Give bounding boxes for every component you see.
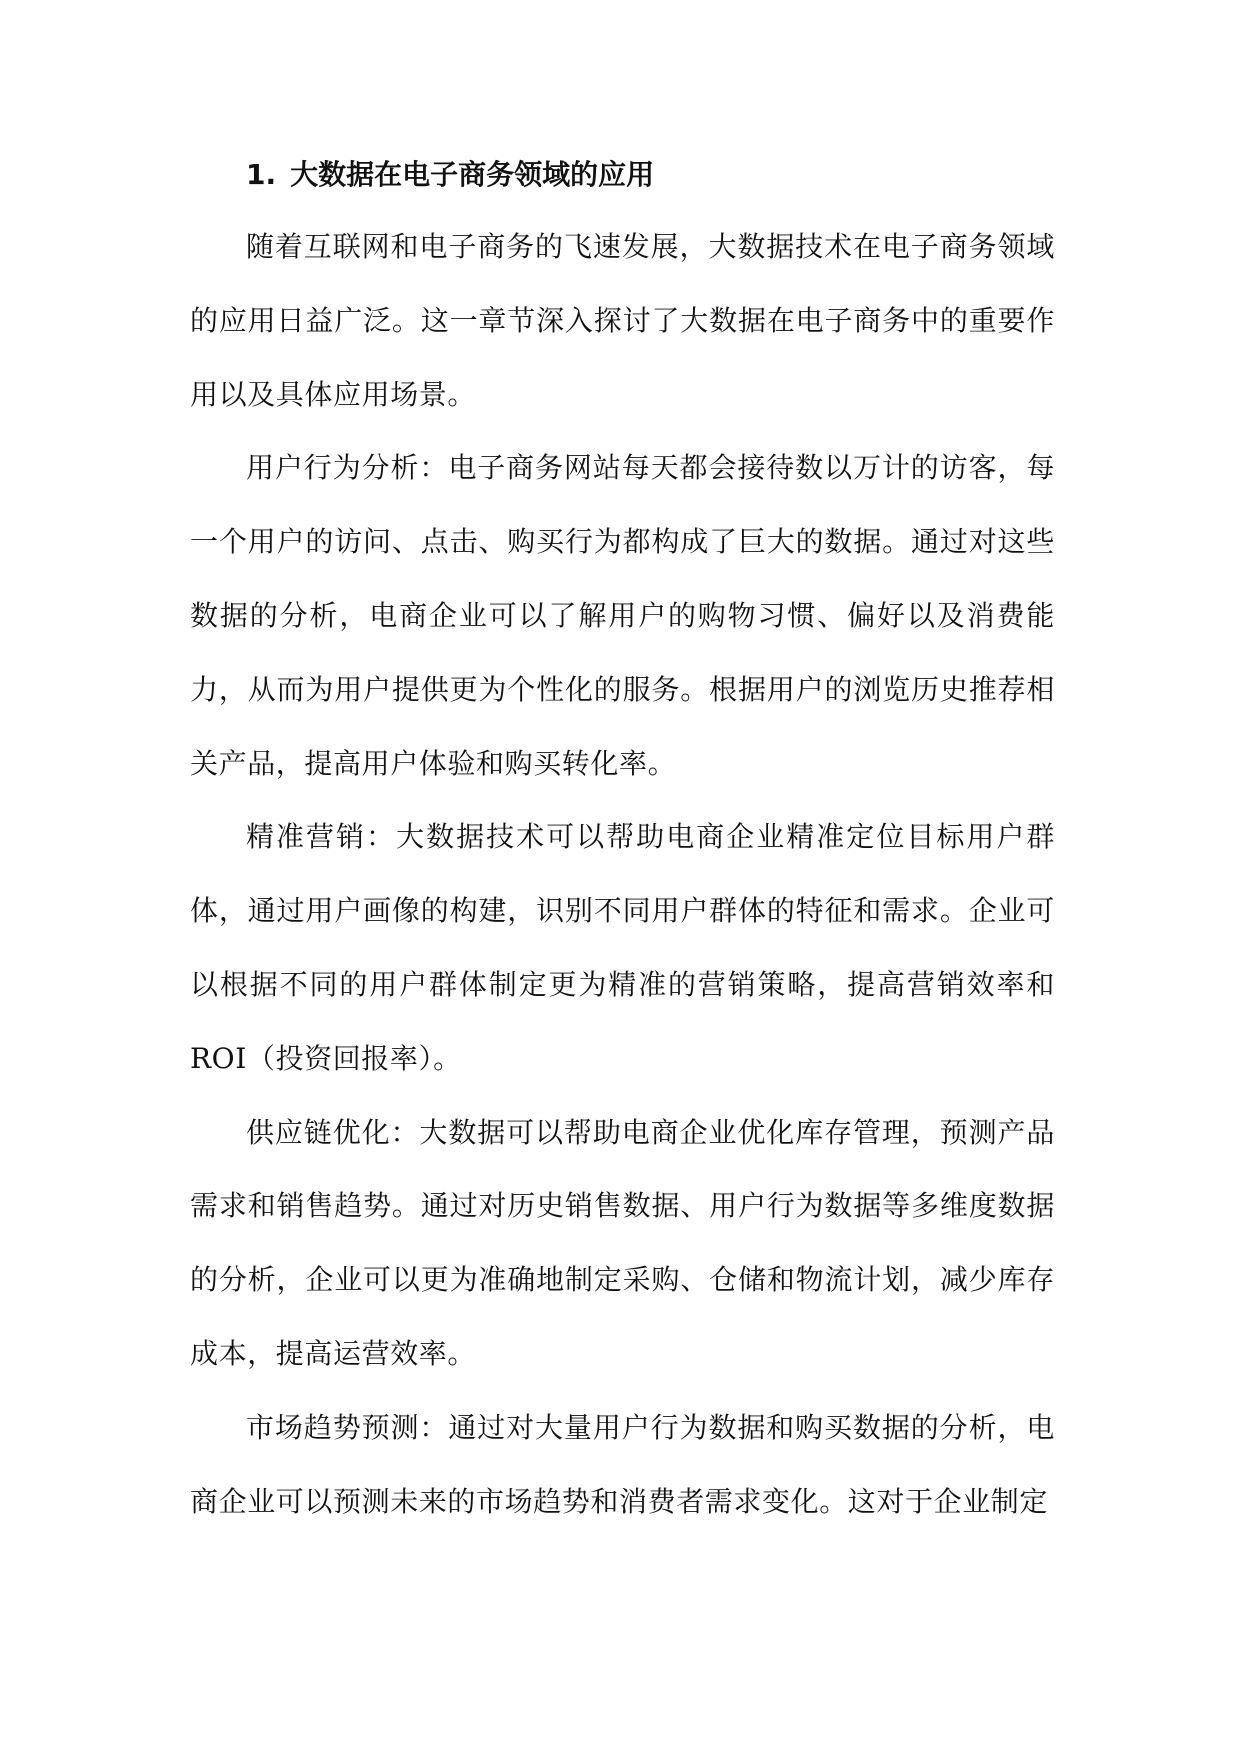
paragraph-supply-chain: 供应链优化：大数据可以帮助电商企业优化库存管理，预测产品需求和销售趋势。通过对历史销售数据、用户行为数据等多维度数据的分析，企业可以更为准确地制定采购、仓储和物流计划，减少库存成本，提高运营效率。: [190, 1115, 1055, 1370]
document-page: [190, 140, 1055, 1538]
section-number: 1.: [246, 158, 277, 191]
paragraph-intro: 随着互联网和电子商务的飞速发展，大数据技术在电子商务领域的应用日益广泛。这一章节深入探讨了大数据在电子商务中的重要作用以及具体应用场景。: [190, 230, 1055, 411]
paragraph-user-behavior: 用户行为分析：电子商务网站每天都会接待数以万计的访客，每一个用户的访问、点击、购买行为都构成了巨大的数据。通过对这些数据的分析，电商企业可以了解用户的购物习惯、偏好以及消费能力，从而为用户提供更为个性化的服务。根据用户的浏览历史推荐相关产品，提高用户体验和购买转化率。: [190, 451, 1055, 780]
section-title: 大数据在电子商务领域的应用: [290, 158, 655, 191]
paragraph-market-trend: 市场趋势预测：通过对大量用户行为数据和购买数据的分析，电商企业可以预测未来的市场趋势和消费者需求变化。这对于企业制定: [190, 1410, 1055, 1518]
section-heading: [246, 140, 1055, 210]
paragraph-precision-marketing: 精准营销：大数据技术可以帮助电商企业精准定位目标用户群体，通过用户画像的构建，识别不同用户群体的特征和需求。企业可以根据不同的用户群体制定更为精准的营销策略，提高营销效率和 ROI（投资回报率）。: [190, 820, 1055, 1075]
